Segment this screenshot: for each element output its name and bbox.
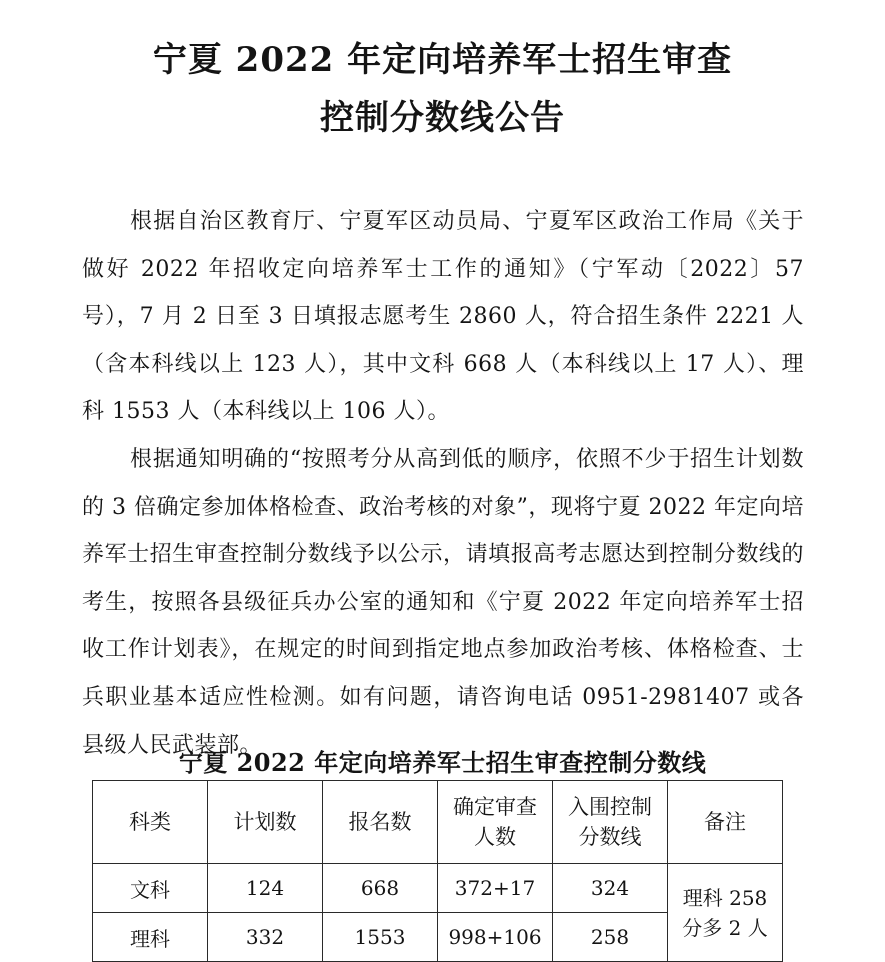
cell-category: 理科 — [93, 913, 208, 962]
header-plan: 计划数 — [208, 781, 323, 864]
header-note: 备注 — [668, 781, 783, 864]
cell-plan: 332 — [208, 913, 323, 962]
table-title: 宁夏 2022 年定向培养军士招生审查控制分数线 — [178, 748, 707, 777]
document-title-line-1: 宁夏 2022 年定向培养军士招生审查 — [152, 40, 733, 80]
note-line1: 理科 258 — [682, 885, 768, 910]
cell-category: 文科 — [93, 864, 208, 913]
announcement-body — [82, 198, 804, 769]
cell-note — [668, 864, 783, 962]
header-control — [553, 781, 668, 864]
cell-control: 258 — [553, 913, 668, 962]
header-confirmed — [438, 781, 553, 864]
header-control-line1: 入围控制 — [568, 795, 652, 819]
cell-registered: 1553 — [323, 913, 438, 962]
cell-control: 324 — [553, 864, 668, 913]
paragraph-1: 根据自治区教育厅、宁夏军区动员局、宁夏军区政治工作局《关于做好 2022 年招收定向培养军士工作的通知》（宁军动〔2022〕57 号），7 月 2 日至 3 日填报志愿考生 2860 人，符合招生条件 2221 人（含本科线以上 123 人），其中文科 668 人（本科线以上 17 人）、理科 1553 人（本科线以上 106 人）。 — [82, 209, 804, 425]
table-row — [93, 864, 783, 913]
table-header-row — [93, 781, 783, 864]
header-confirmed-line1: 确定审查 — [453, 795, 537, 819]
header-confirmed-line2: 人数 — [474, 825, 516, 849]
document-title-line-2: 控制分数线公告 — [320, 98, 565, 138]
cell-registered: 668 — [323, 864, 438, 913]
cell-plan: 124 — [208, 864, 323, 913]
note-line2: 分多 2 人 — [682, 915, 768, 940]
header-registered: 报名数 — [323, 781, 438, 864]
control-score-table — [92, 780, 783, 962]
header-control-line2: 分数线 — [578, 825, 642, 849]
header-category: 科类 — [93, 781, 208, 864]
paragraph-2: 根据通知明确的“按照考分从高到低的顺序，依照不少于招生计划数的 3 倍确定参加体格检查、政治考核的对象”，现将宁夏 2022 年定向培养军士招生审查控制分数线予以公示，请填报高考志愿达到控制分数线的考生，按照各县级征兵办公室的通知和《宁夏 2022 年定向培养军士招收工作计划表》，在规定的时间到指定地点参加政治考核、体格检查、士兵职业基本适应性检测。如有问题，请咨询电话 0951-2981407 或各县级人民武装部。 — [82, 446, 804, 758]
cell-confirmed: 998+106 — [438, 913, 553, 962]
cell-confirmed: 372+17 — [438, 864, 553, 913]
